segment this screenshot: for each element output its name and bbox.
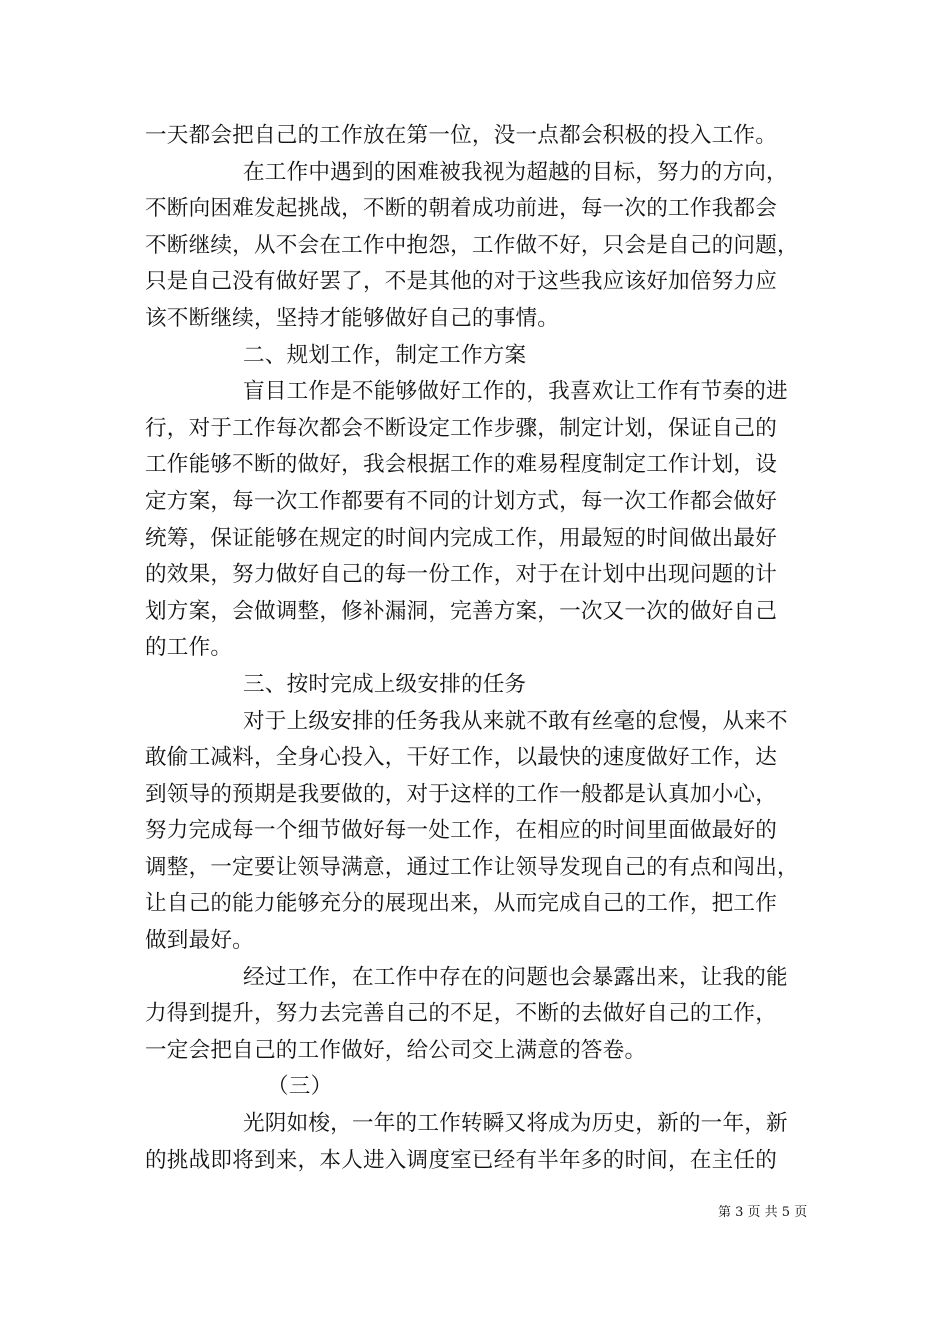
text-line: 在工作中遇到的困难被我视为超越的目标，努力的方向，	[243, 159, 788, 185]
paragraph	[145, 118, 825, 155]
text-line: 划方案，会做调整，修补漏洞，完善方案，一次又一次的做好自己	[145, 598, 778, 624]
text-line: 让自己的能力能够充分的展现出来，从而完成自己的工作，把工作	[145, 891, 778, 917]
text-line: 定方案，每一次工作都要有不同的计划方式，每一次工作都会做好	[145, 488, 778, 514]
paragraph	[145, 960, 825, 1070]
text-line: 的效果，努力做好自己的每一份工作，对于在计划中出现问题的计	[145, 562, 778, 588]
text-line: 到领导的预期是我要做的，对于这样的工作一般都是认真加小心，	[145, 781, 778, 807]
page-number-footer: 第 3 页 共 5 页	[718, 1205, 808, 1220]
text-line: 盲目工作是不能够做好工作的，我喜欢让工作有节奏的进	[243, 379, 788, 405]
text-line: 一天都会把自己的工作放在第一位，没一点都会积极的投入工作。	[145, 123, 778, 148]
text-line: 的工作。	[145, 635, 233, 661]
section-marker	[145, 1069, 825, 1106]
section-heading	[145, 667, 825, 704]
text-line: 该不断继续，坚持才能够做好自己的事情。	[145, 305, 560, 331]
text-line: 行，对于工作每次都会不断设定工作步骤，制定计划，保证自己的	[145, 415, 778, 441]
text-line: 调整，一定要让领导满意，通过工作让领导发现自己的有点和闯出，	[145, 854, 799, 880]
paragraph	[145, 374, 825, 667]
text-line: 力得到提升，努力去完善自己的不足，不断的去做好自己的工作，	[145, 1001, 778, 1027]
text-line: 只是自己没有做好罢了，不是其他的对于这些我应该好加倍努力应	[145, 269, 778, 295]
paragraph	[145, 1106, 825, 1179]
text-line: 二、规划工作，制定工作方案	[243, 342, 527, 368]
text-line: 工作能够不断的做好，我会根据工作的难易程度制定工作计划，设	[145, 452, 778, 478]
text-line: 敢偷工减料，全身心投入，干好工作，以最快的速度做好工作，达	[145, 745, 778, 771]
text-line: 不断继续，从不会在工作中抱怨，工作做不好，只会是自己的问题，	[145, 232, 799, 258]
paragraph	[145, 155, 825, 338]
text-line: 做到最好。	[145, 928, 254, 954]
text-line: 对于上级安排的任务我从来就不敢有丝毫的怠慢，从来不	[243, 708, 788, 734]
text-line: （三）	[267, 1074, 333, 1100]
text-line: 不断向困难发起挑战，不断的朝着成功前进，每一次的工作我都会	[145, 196, 778, 222]
text-line: 的挑战即将到来，本人进入调度室已经有半年多的时间，在主任的	[145, 1147, 778, 1173]
text-line: 统筹，保证能够在规定的时间内完成工作，用最短的时间做出最好	[145, 525, 778, 551]
text-line: 三、按时完成上级安排的任务	[243, 671, 527, 697]
text-line: 经过工作，在工作中存在的问题也会暴露出来，让我的能	[243, 964, 788, 990]
text-line: 一定会把自己的工作做好，给公司交上满意的答卷。	[145, 1037, 647, 1063]
text-line: 努力完成每一个细节做好每一处工作，在相应的时间里面做最好的	[145, 818, 778, 844]
section-heading	[145, 338, 825, 375]
document-body	[145, 118, 825, 1179]
text-line: 光阴如梭，一年的工作转瞬又将成为历史，新的一年，新	[243, 1111, 788, 1137]
paragraph	[145, 704, 825, 960]
